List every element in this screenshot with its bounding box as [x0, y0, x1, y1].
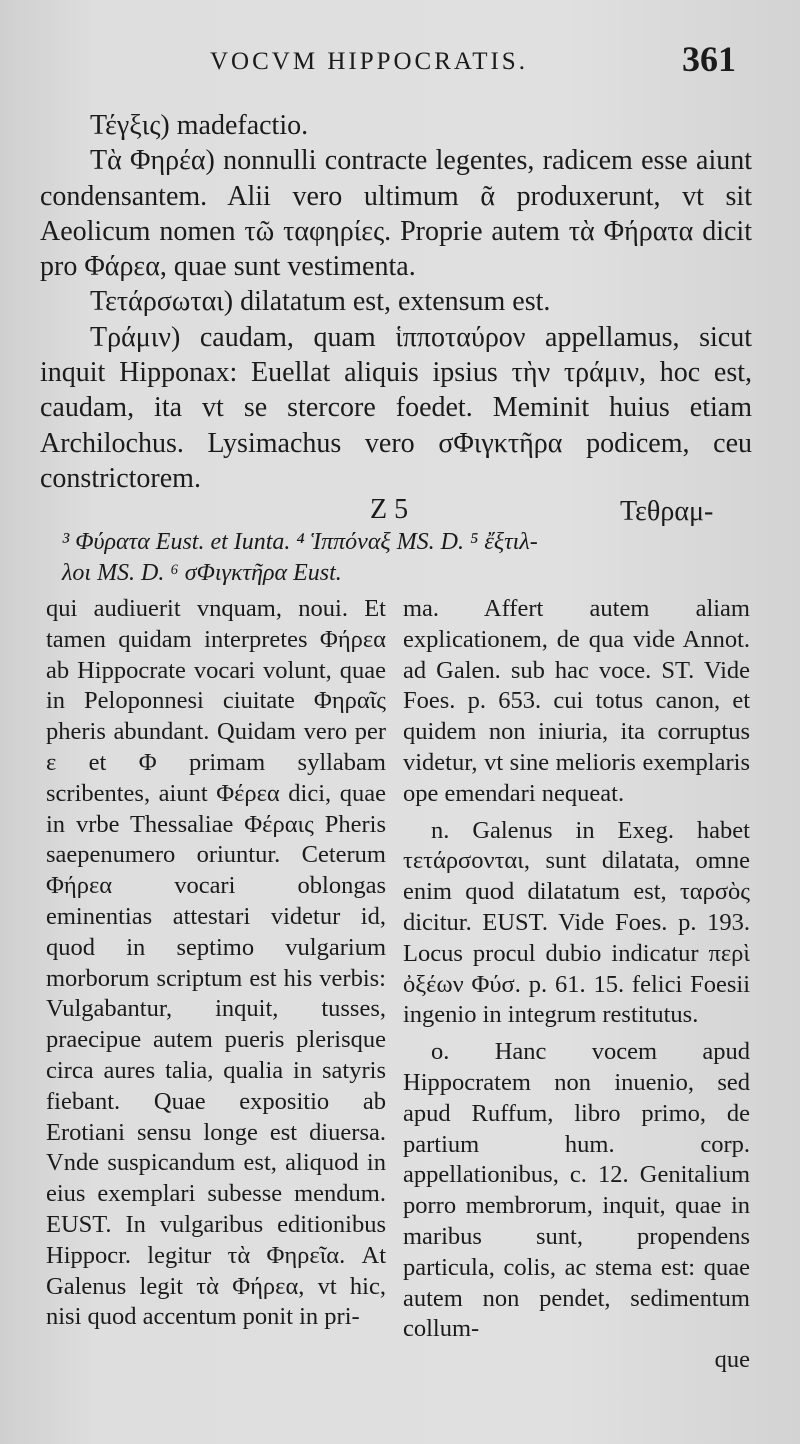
- annotation-paragraph: ma. Affert autem aliam explicationem, de qua vide Annot. ad Galen. sub hac voce. ST. Vide Foes. p. 653. cui totus canon, et quidem non iniuria, ita corruptus videtur, vt sine melioris exemplaris ope emendari nequeat.: [403, 595, 750, 807]
- entry-paragraph: Τράμιν) caudam, quam ἱπποταύρον appellamus, sicut inquit Hipponax: Euellat aliquis ipsius τὴν τράμιν, hoc est, caudam, ita vt se stercore foedet. Meminit huius etiam Archilochus. Lysimachus vero σΦιγκτῆρα podicem, ceu constrictorem.: [40, 321, 752, 494]
- annotation-column-right: [403, 594, 750, 1376]
- signature-mark: Z 5: [370, 494, 409, 525]
- entry-paragraph: Τὰ Φηρέα) nonnulli contracte legentes, radicem esse aiunt condensantem. Alii vero ultimum ᾶ produxerunt, vt sit Aeolicum nomen τῶ ταφηρίες. Proprie autem τὰ Φήρατα dicit pro Φάρεα, quae sunt vestimenta.: [40, 145, 752, 283]
- annotation-column-left: [46, 594, 386, 1333]
- entry-paragraph: Τέγξις) madefactio.: [90, 110, 309, 141]
- footnote-line: ³ Φύρατα Eust. et Iunta. ⁴ Ἱππόναξ MS. D. ⁵ ἔξτιλ-: [62, 529, 538, 555]
- column-catchword: que: [714, 1346, 750, 1374]
- page-number: 361: [682, 39, 736, 79]
- footnotes: [62, 527, 752, 589]
- running-head: VOCVM HIPPOCRATIS.: [210, 48, 528, 75]
- footnote-line: λοι MS. D. ⁶ σΦιγκτῆρα Eust.: [62, 560, 342, 586]
- entry-paragraph: Τετάρσωται) dilatatum est, extensum est.: [90, 286, 551, 318]
- catchword: Τεθραμ-: [620, 496, 714, 527]
- annotation-paragraph: qui audiuerit vnquam, noui. Et tamen quidam interpretes Φήρεα ab Hippocrate vocari volunt, quae in Peloponnesi ciuitate Φηραῖς pheris abundant. Quidam vero per ε et Φ primam syllabam scribentes, aiunt Φέρεα dici, quae in vrbe Thessaliae Φέραις Pheris saepenumero oriuntur. Ceterum Φήρεα vocari oblongas eminentias attestari videtur id, quod in septimo vulgarium morborum scriptum est his verbis: Vulgabantur, inquit, tusses, praecipue autem pueris plerisque circa aures talia, qualia in satyris fiebant. Quae expositio ab Erotiani sensu longe est diuersa. Vnde suspicandum est, aliquod in eius exemplari subesse mendum. EUST. In vulgaribus editionibus Hippocr. legitur τὰ Φηρεῖα. At Galenus legit τὰ Φήρεα, vt hic, nisi quod accentum ponit in pri-: [46, 595, 386, 1331]
- annotation-paragraph: n. Galenus in Exeg. habet τετάρσονται, sunt dilatata, omne enim quod dilatatum est, ταρσὸς dicitur. EUST. Vide Foes. p. 193. Locus procul dubio indicatur περὶ ὀξέων Φύσ. p. 61. 15. felici Foesii ingenio in integrum restitutus.: [403, 816, 750, 1029]
- main-text: [40, 108, 752, 496]
- annotation-paragraph: o. Hanc vocem apud Hippocratem non inuenio, sed apud Ruffum, libro primo, de partium hum. corp. appellationibus, c. 12. Genitalium porro membrorum, inquit, quae in maribus sunt, propendens particula, colis, ac stema est: quae autem non pendet, sedimentum collum-: [403, 1038, 750, 1343]
